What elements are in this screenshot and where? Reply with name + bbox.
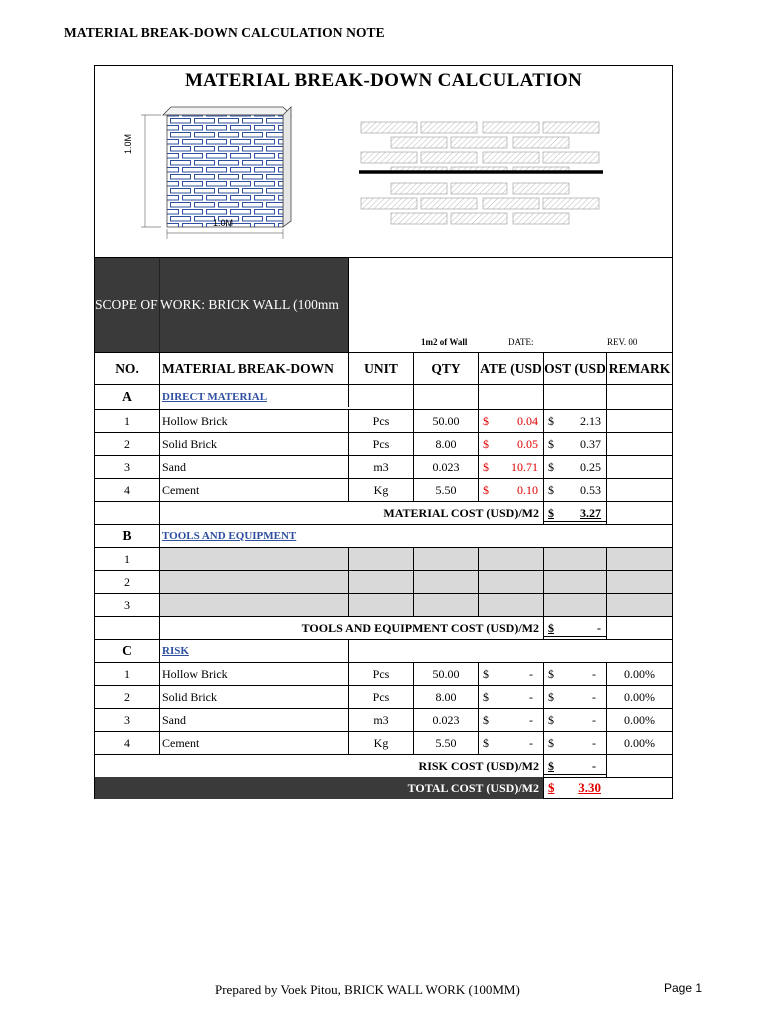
row-unit: Pcs — [372, 414, 390, 428]
header-no: NO. — [115, 361, 139, 376]
row-qty: 50.00 — [432, 414, 460, 428]
row-no: 3 — [124, 460, 130, 474]
row-qty: 5.50 — [435, 736, 457, 750]
row-no: 2 — [124, 690, 130, 704]
header-material: MATERIAL BREAK-DOWN — [162, 361, 334, 376]
total-cost-value: 3.30 — [578, 780, 601, 795]
row-qty: 0.023 — [432, 713, 460, 727]
section-a-title: DIRECT MATERIAL — [162, 391, 268, 403]
row-cost: 2.13 — [580, 414, 601, 428]
row-remark: 0.00% — [624, 736, 655, 750]
row-cost: - — [592, 713, 596, 727]
scope-of-work-label: SCOPE OF — [95, 297, 158, 312]
row-cost-currency: $ — [548, 414, 554, 428]
row-cost-currency: $ — [548, 483, 554, 497]
risk-cost-currency: $ — [548, 759, 554, 773]
row-rate: 0.05 — [517, 437, 538, 451]
material-cost-currency: $ — [548, 506, 554, 520]
row-cost: - — [592, 667, 596, 681]
row-unit: m3 — [373, 713, 389, 727]
footer-prepared-by: Prepared by Voek Pitou, BRICK WALL WORK (100MM) — [215, 982, 520, 997]
section-b-title: TOOLS AND EQUIPMENT — [162, 530, 297, 542]
row-cost: 0.37 — [580, 437, 601, 451]
section-a-letter: A — [122, 389, 132, 404]
header-unit: UNIT — [364, 361, 398, 376]
row-rate: 0.04 — [517, 414, 538, 428]
scope-of-work-value: WORK: BRICK WALL (100mm — [160, 297, 339, 312]
row-item: Hollow Brick — [162, 414, 228, 428]
header-qty: QTY — [431, 361, 461, 376]
tools-cost-value: - — [597, 621, 601, 635]
row-rate-currency: $ — [483, 736, 489, 750]
row-cost: 0.25 — [580, 460, 601, 474]
risk-cost-value: - — [592, 759, 596, 773]
row-rate-currency: $ — [483, 437, 489, 451]
row-no: 3 — [124, 598, 130, 612]
row-rate: - — [529, 713, 533, 727]
row-unit: Pcs — [372, 667, 390, 681]
row-rate-currency: $ — [483, 460, 489, 474]
row-cost-currency: $ — [548, 713, 554, 727]
row-rate-currency: $ — [483, 690, 489, 704]
calculation-sheet — [94, 65, 673, 799]
date-label: DATE: — [508, 337, 534, 347]
row-unit: Pcs — [372, 437, 390, 451]
row-remark: 0.00% — [624, 713, 655, 727]
dimension-width-label: 1.0M — [213, 218, 234, 228]
row-cost: 0.53 — [580, 483, 601, 497]
row-cost-currency: $ — [548, 667, 554, 681]
row-item: Sand — [162, 460, 186, 474]
row-cost-currency: $ — [548, 437, 554, 451]
tools-empty-rows — [160, 548, 672, 616]
row-qty: 8.00 — [435, 437, 457, 451]
row-cost-currency: $ — [548, 690, 554, 704]
risk-cost-label: RISK COST (USD)/M2 — [418, 759, 539, 773]
header-remark: REMARK — [608, 361, 671, 376]
row-qty: 8.00 — [435, 690, 457, 704]
material-cost-value: 3.27 — [580, 506, 601, 520]
row-item: Cement — [162, 736, 200, 750]
row-no: 2 — [124, 437, 130, 451]
sheet-title: MATERIAL BREAK-DOWN CALCULATION — [184, 70, 583, 91]
row-cost-currency: $ — [548, 736, 554, 750]
row-item: Sand — [162, 713, 186, 727]
row-qty: 5.50 — [435, 483, 457, 497]
header-cost: OST (USD — [544, 361, 606, 376]
row-cost: - — [592, 690, 596, 704]
section-b-letter: B — [122, 528, 132, 543]
row-item: Solid Brick — [162, 690, 218, 704]
page-number: Page 1 — [664, 981, 703, 995]
row-rate: 0.10 — [517, 483, 538, 497]
row-rate-currency: $ — [483, 483, 489, 497]
row-rate: 10.71 — [511, 460, 538, 474]
page-title: MATERIAL BREAK-DOWN CALCULATION NOTE — [64, 25, 385, 40]
row-item: Hollow Brick — [162, 667, 228, 681]
row-rate: - — [529, 736, 533, 750]
row-unit: Kg — [373, 483, 389, 497]
row-cost-currency: $ — [548, 460, 554, 474]
total-cost-label: TOTAL COST (USD)/M2 — [407, 781, 539, 795]
row-no: 3 — [124, 713, 130, 727]
row-unit: m3 — [373, 460, 389, 474]
row-rate: - — [529, 690, 533, 704]
row-remark: 0.00% — [624, 667, 655, 681]
row-no: 4 — [124, 483, 130, 497]
row-no: 1 — [124, 552, 130, 566]
row-item: Solid Brick — [162, 437, 218, 451]
brick-wall-section-drawing — [357, 118, 607, 238]
section-c-letter: C — [122, 643, 132, 658]
row-item: Cement — [162, 483, 200, 497]
row-no: 2 — [124, 575, 130, 589]
row-unit: Pcs — [372, 690, 390, 704]
total-cost-currency: $ — [548, 780, 555, 795]
row-rate-currency: $ — [483, 414, 489, 428]
row-no: 1 — [124, 414, 130, 428]
row-qty: 0.023 — [432, 460, 460, 474]
material-cost-label: MATERIAL COST (USD)/M2 — [383, 506, 539, 520]
section-c-title: RISK — [162, 645, 189, 657]
row-qty: 50.00 — [432, 667, 460, 681]
dimension-height-label: 1.0M — [123, 133, 133, 154]
revision-label: REV. 00 — [607, 337, 638, 347]
row-rate: - — [529, 667, 533, 681]
tools-cost-label: TOOLS AND EQUIPMENT COST (USD)/M2 — [301, 621, 539, 635]
header-rate: ATE (USD — [480, 361, 542, 376]
tools-cost-currency: $ — [548, 621, 554, 635]
row-rate-currency: $ — [483, 667, 489, 681]
row-cost: - — [592, 736, 596, 750]
row-no: 4 — [124, 736, 130, 750]
unit-basis-label: 1m2 of Wall — [421, 337, 468, 347]
row-remark: 0.00% — [624, 690, 655, 704]
row-unit: Kg — [373, 736, 389, 750]
row-no: 1 — [124, 667, 130, 681]
row-rate-currency: $ — [483, 713, 489, 727]
